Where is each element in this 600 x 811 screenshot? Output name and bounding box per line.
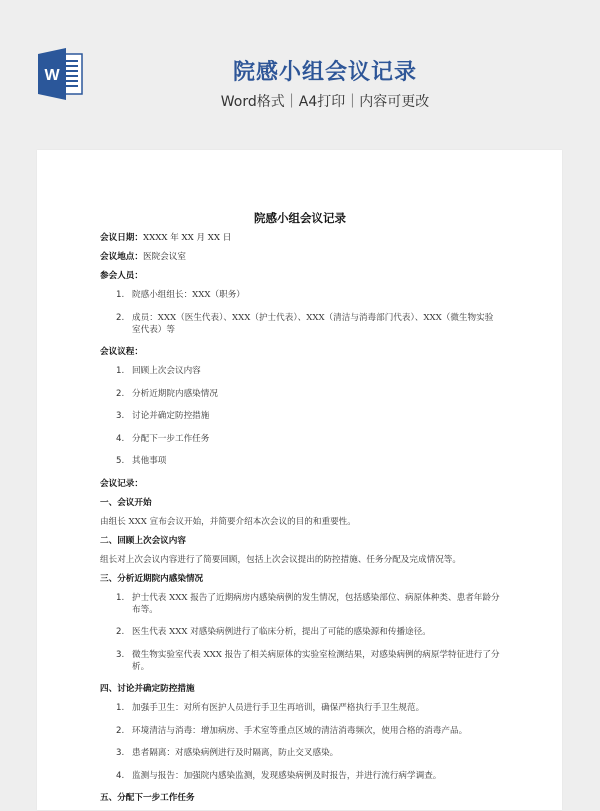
page-title: 院感小组会议记录	[232, 60, 417, 85]
section-heading: 五、分配下一步工作任务	[100, 793, 195, 803]
section-heading: 三、分析近期院内感染情况	[100, 573, 204, 584]
list-item: 3. 微生物实验室代表 XXX 报告了相关病原体的实验室检测结果，对感染病例的病原学特征进行了分析。	[116, 649, 500, 672]
section-heading: 四、讨论并确定防控措施	[100, 684, 195, 694]
measures-list	[116, 702, 500, 782]
list-item: 4. 监测与报告：加强院内感染监测，发现感染病例及时报告，并进行流行病学调查。	[116, 770, 442, 781]
section-heading: 一、会议开始	[100, 497, 152, 508]
analysis-list	[116, 592, 500, 673]
list-item: 1. 院感小组组长：XXX（职务）	[116, 290, 245, 300]
list-item: 2. 环境清洁与消毒：增加病房、手术室等重点区域的清洁消毒频次，使用合格的消毒产品。	[116, 725, 468, 736]
meeting-location-label: 会议地点：	[100, 252, 143, 262]
minutes-label: 会议记录：	[100, 478, 143, 489]
section-paragraph: 组长对上次会议内容进行了简要回顾，包括上次会议提出的防控措施、任务分配及完成情况等。	[100, 554, 461, 565]
list-item: 3. 患者隔离：对感染病例进行及时隔离，防止交叉感染。	[116, 748, 339, 758]
page-header	[0, 0, 600, 150]
list-item: 2. 分析近期院内感染情况	[116, 388, 218, 399]
agenda-label: 会议议程：	[100, 347, 143, 357]
section-heading: 二、回顾上次会议内容	[100, 535, 186, 546]
list-item: 2. 医生代表 XXX 对感染病例进行了临床分析，提出了可能的感染源和传播途径。	[116, 627, 431, 637]
meeting-date	[100, 232, 500, 244]
meeting-location	[100, 251, 500, 263]
page-subtitle: Word格式｜A4打印｜内容可更改	[220, 94, 430, 110]
attendees-label: 参会人员：	[100, 271, 143, 281]
document-page	[37, 150, 562, 810]
list-item: 5. 其他事项	[116, 456, 167, 466]
list-item: 1. 回顾上次会议内容	[116, 366, 201, 376]
agenda-list	[116, 365, 500, 467]
meeting-location-value: 医院会议室	[142, 252, 186, 262]
list-item: 3. 讨论并确定防控措施	[116, 411, 210, 421]
document-title: 院感小组会议记录	[254, 211, 346, 225]
list-item: 1. 加强手卫生：对所有医护人员进行手卫生再培训，确保严格执行手卫生规范。	[116, 703, 425, 713]
svg-text:W: W	[44, 67, 60, 84]
list-item: 4. 分配下一步工作任务	[116, 433, 210, 444]
meeting-date-label: 会议日期：	[100, 233, 143, 243]
meeting-date-value: XXXX 年 XX 月 XX 日	[142, 233, 232, 243]
attendees-list	[116, 289, 500, 336]
list-item: 1. 护士代表 XXX 报告了近期病房内感染病例的发生情况，包括感染部位、病原体种类、患者年龄分布等。	[116, 592, 500, 615]
list-item: 2. 成员：XXX（医生代表）、XXX（护士代表）、XXX（清洁与消毒部门代表）、XXX（微生物实验室代表）等	[116, 312, 494, 335]
document-body	[100, 212, 500, 811]
section-paragraph: 由组长 XXX 宣布会议开始，并简要介绍本次会议的目的和重要性。	[100, 516, 356, 527]
